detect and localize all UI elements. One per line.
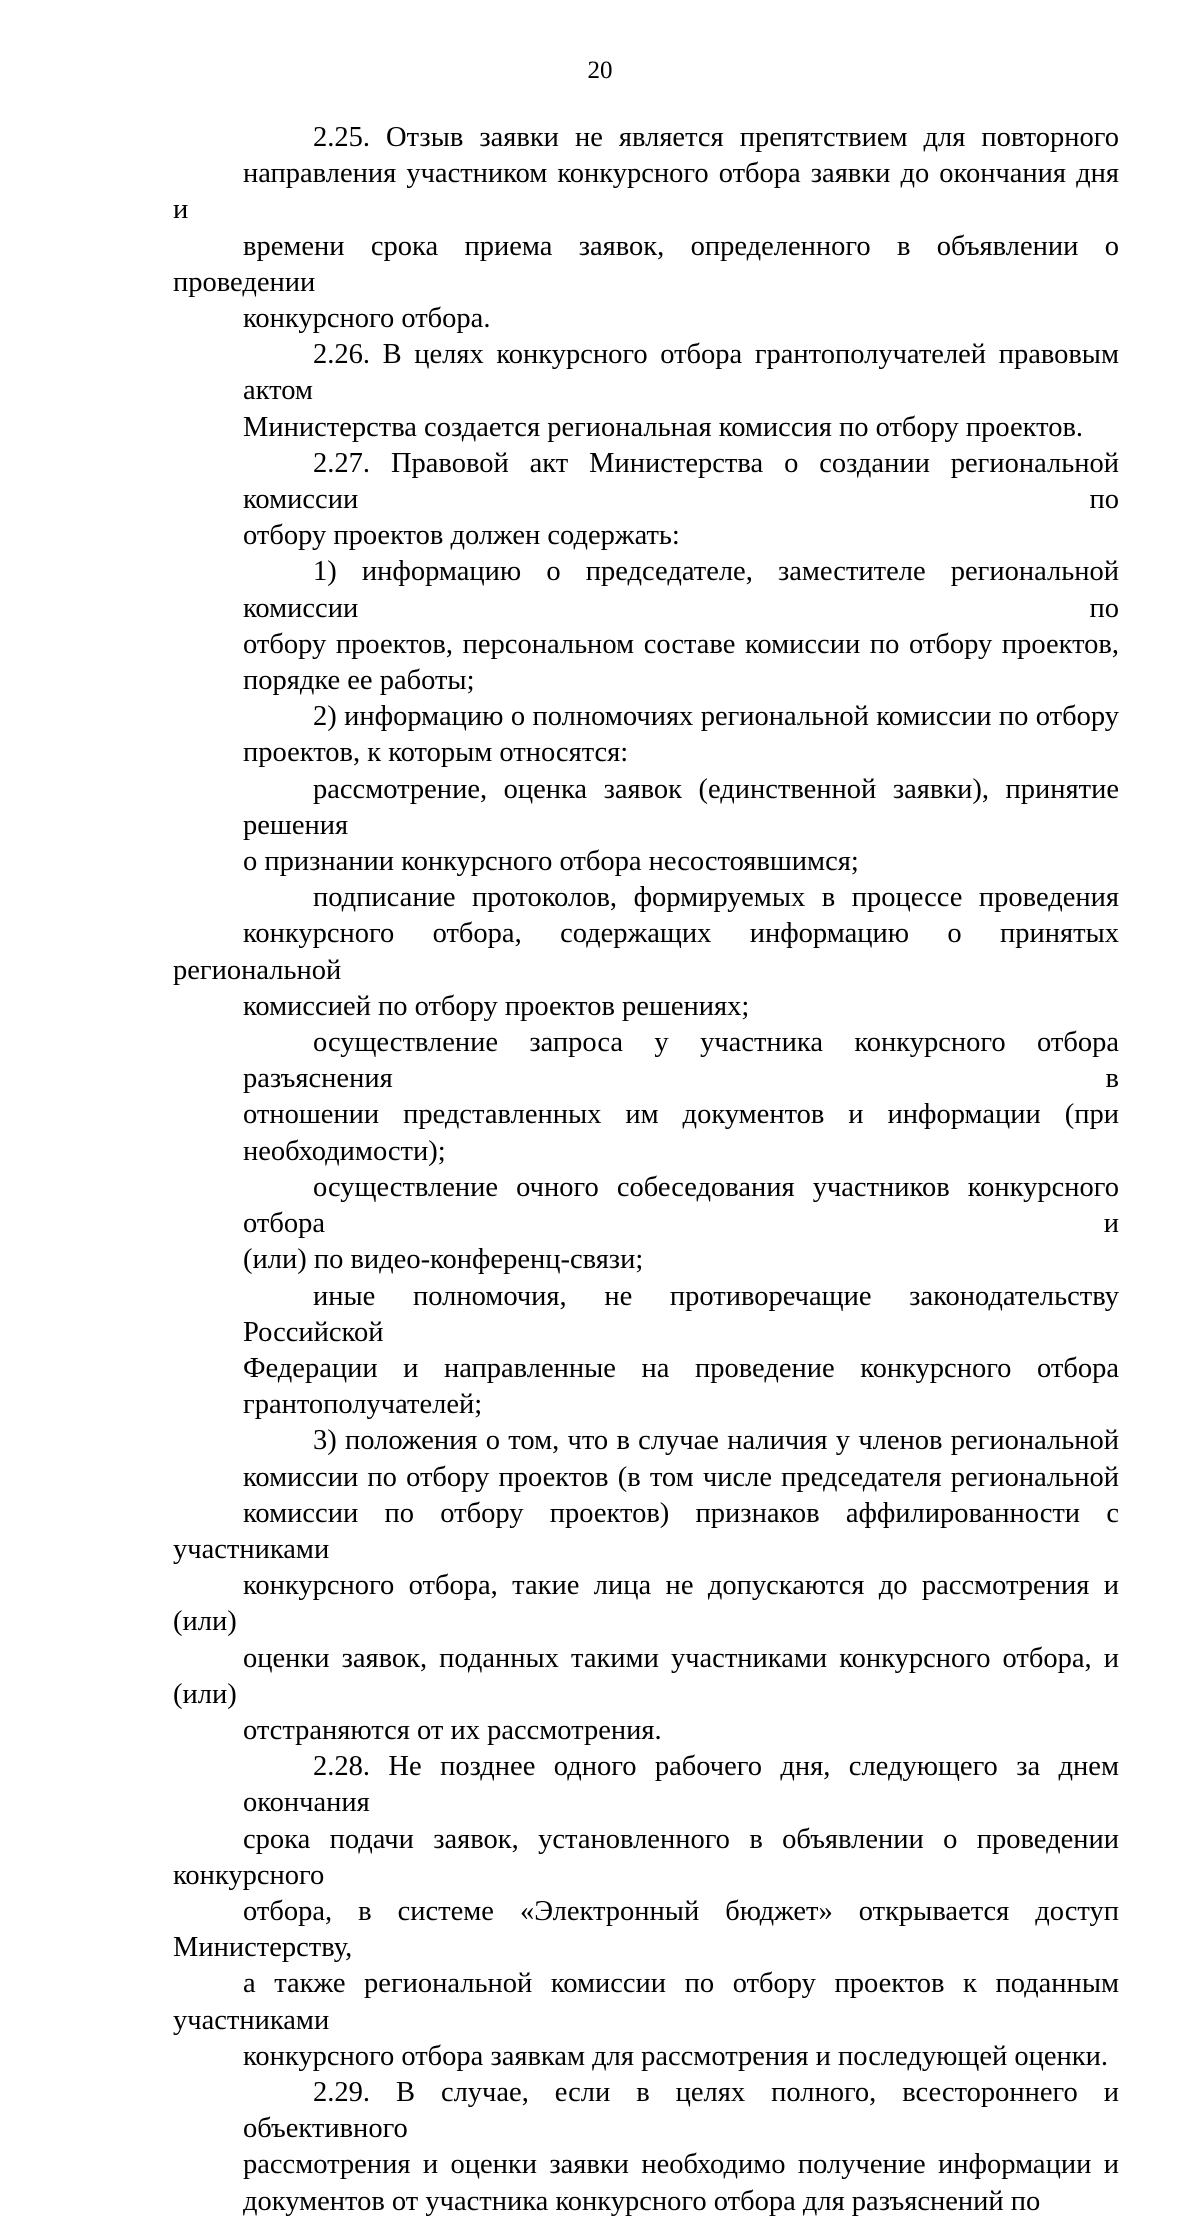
page-number: 20	[587, 57, 613, 84]
text-line: 2.29. В случае, если в целях полного, всестороннего и объективного	[243, 2076, 1119, 2145]
text-line: проектов, к которым относятся:	[243, 737, 629, 769]
text-line: времени срока приема заявок, определенного в объявлении о проведении	[173, 230, 1119, 298]
paragraph-p-request	[173, 1025, 1119, 1170]
paragraph-p-2-28	[173, 1749, 1119, 2075]
paragraph-p-2-27	[173, 446, 1119, 555]
text-line: о признании конкурсного отбора несостоявшимся;	[243, 846, 859, 878]
text-line: осуществление запроса у участника конкурсного отбора разъяснения в	[243, 1027, 1119, 1095]
text-line: рассмотрения и оценки заявки необходимо получение информации и	[243, 2149, 1119, 2181]
text-line: а также региональной комиссии по отбору проектов к поданным участниками	[173, 1968, 1119, 2036]
text-line: порядке ее работы;	[243, 665, 475, 697]
text-line: комиссией по отбору проектов решениях;	[243, 990, 750, 1022]
text-line: 2) информацию о полномочиях региональной комиссии по отбору	[313, 701, 1119, 733]
paragraph-p-item-3	[173, 1423, 1119, 1749]
text-line: конкурсного отбора, содержащих информацию о принятых региональной	[173, 918, 1119, 986]
paragraph-p-item-1	[173, 554, 1119, 699]
text-line: комиссии по отбору проектов) признаков аффилированности с участниками	[173, 1497, 1119, 1565]
paragraph-p-review	[173, 772, 1119, 881]
text-line: конкурсного отбора, такие лица не допускаются до рассмотрения и (или)	[173, 1570, 1119, 1638]
text-line: комиссии по отбору проектов (в том числе председателя региональной	[243, 1461, 1119, 1493]
text-line: рассмотрение, оценка заявок (единственной заявки), принятие решения	[243, 773, 1119, 841]
text-line: 2.28. Не позднее одного рабочего дня, следующего за днем окончания	[243, 1751, 1119, 1819]
text-line: конкурсного отбора заявкам для рассмотрения и последующей оценки.	[243, 2040, 1109, 2072]
text-line: отбора, в системе «Электронный бюджет» открывается доступ Министерству,	[173, 1895, 1119, 1964]
text-line: направления участником конкурсного отбора заявки до окончания дня и	[173, 158, 1119, 226]
text-line: Федерации и направленные на проведение конкурсного отбора	[243, 1352, 1119, 1384]
text-line: Министерства создается региональная комиссия по отбору проектов.	[243, 411, 1084, 443]
paragraph-p-interview	[173, 1170, 1119, 1279]
text-line: конкурсного отбора.	[243, 303, 491, 335]
text-line: отношении представленных им документов и информации (при	[243, 1099, 1119, 1131]
document-body	[173, 120, 1119, 2220]
text-line: оценки заявок, поданных такими участниками конкурсного отбора, и (или)	[173, 1642, 1119, 1710]
text-line: иные полномочия, не противоречащие законодательству Российской	[243, 1280, 1119, 1348]
text-line: 2.26. В целях конкурсного отбора грантополучателей правовым актом	[243, 339, 1119, 407]
paragraph-p-other-powers	[173, 1279, 1119, 1424]
paragraph-p-signing	[173, 880, 1119, 1025]
paragraph-p-item-2	[173, 699, 1119, 771]
text-line: 2.27. Правовой акт Министерства о создании региональной комиссии по	[243, 447, 1119, 516]
text-line: подписание протоколов, формируемых в процессе проведения	[313, 882, 1119, 914]
text-line: 2.25. Отзыв заявки не является препятствием для повторного	[313, 122, 1119, 153]
text-line: срока подачи заявок, установленного в объявлении о проведении конкурсного	[173, 1823, 1119, 1891]
text-line: (или) по видео-конференц-связи;	[243, 1244, 644, 1276]
text-line: отбору проектов должен содержать:	[243, 520, 680, 552]
text-line: отбору проектов, персональном составе комиссии по отбору проектов,	[243, 628, 1119, 660]
paragraph-p-2-25	[173, 120, 1119, 337]
text-line: документов от участника конкурсного отбора для разъяснений по	[243, 2185, 1041, 2217]
paragraph-p-2-26	[173, 337, 1119, 446]
text-line: отстраняются от их рассмотрения.	[243, 1714, 662, 1746]
text-line: осуществление очного собеседования участников конкурсного отбора и	[243, 1171, 1119, 1240]
text-line: грантополучателей;	[243, 1389, 483, 1421]
text-line: 3) положения о том, что в случае наличия у членов региональной	[313, 1425, 1119, 1457]
text-line: необходимости);	[243, 1135, 446, 1167]
paragraph-p-2-29	[173, 2075, 1119, 2220]
text-line: 1) информацию о председателе, заместителе региональной комиссии по	[243, 556, 1119, 624]
